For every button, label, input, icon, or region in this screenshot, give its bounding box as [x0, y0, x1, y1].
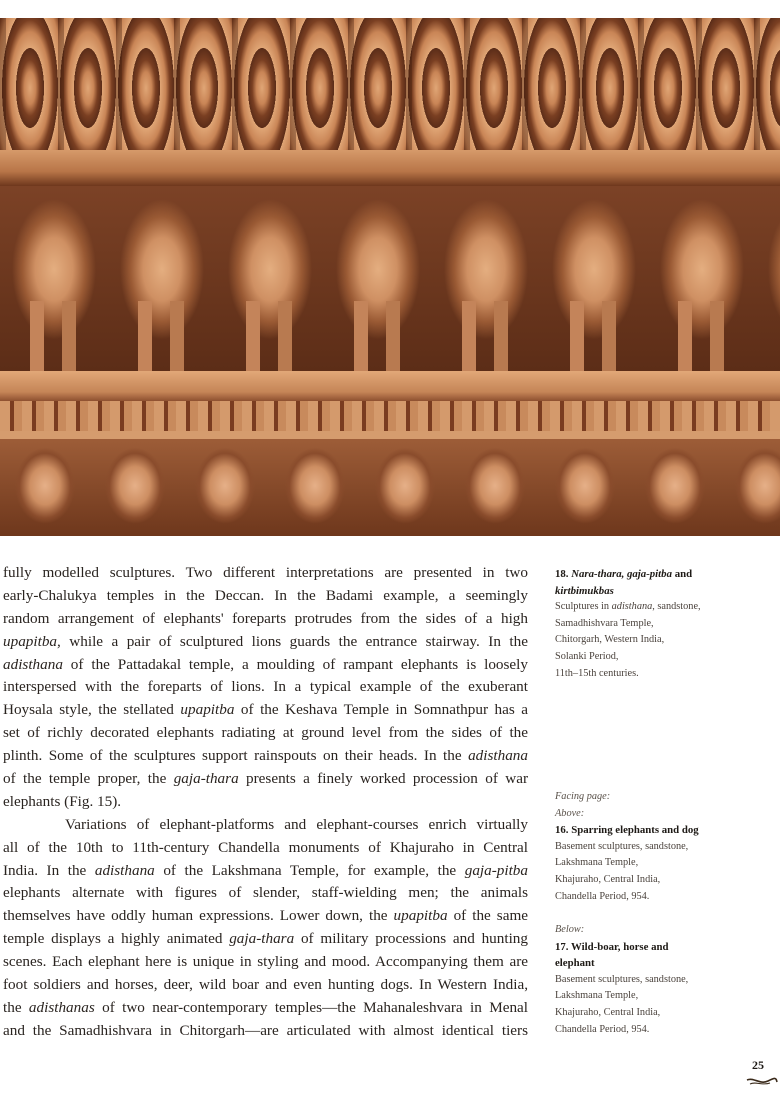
body-line — [3, 997, 528, 1020]
text-run: of the Pattadakal temple, a moulding of rampant elephants is loosely — [62, 655, 528, 673]
elephant-procession-frieze — [0, 186, 780, 371]
body-line — [3, 608, 528, 631]
italic-term: gaja-thara — [173, 770, 239, 788]
text-run: of the Lakshmana Temple, for example, the — [154, 861, 465, 879]
caption-fig17 — [555, 922, 775, 1038]
text-run: temple displays a highly animated — [3, 930, 230, 948]
caption-desc-italic: adisthana — [611, 601, 653, 613]
body-line — [3, 951, 528, 974]
text-run: of two near-contemporary temples—the Mahanaleshvara in Menal — [94, 998, 529, 1016]
text-run: of military processions and hunting — [294, 930, 528, 948]
body-line — [3, 814, 528, 837]
italic-term: gaja-thara — [229, 930, 295, 948]
ledge-band — [0, 371, 780, 401]
italic-term: gaja-pitba — [464, 861, 528, 879]
text-run: elephants (Fig. 15). — [3, 792, 122, 810]
text-run: presents a finely worked procession of war — [238, 770, 528, 788]
caption-line: Lakshmana Temple, — [555, 990, 639, 1002]
text-run: random arrangement of elephants' foreparts protrudes from the sides of a high — [3, 609, 528, 627]
body-line — [3, 837, 528, 860]
caption-title: 16. Sparring elephants and dog — [555, 824, 699, 837]
caption-title-line2: kirtbimukbas — [555, 584, 614, 597]
text-run: India. In the — [3, 861, 95, 879]
italic-term: adisthana — [468, 747, 528, 765]
caption-title-italic: Nara-thara, gaja-pitba — [571, 568, 672, 580]
text-run: , while a pair of sculptured lions guards the entrance stairway. In the — [57, 632, 528, 650]
flourish-ornament-icon — [746, 1076, 778, 1086]
text-run: the — [3, 998, 29, 1016]
dentil-band — [0, 401, 780, 431]
text-run: plinth. Some of the sculptures support rainspouts on their heads. In the — [3, 747, 469, 765]
body-text — [3, 562, 528, 1043]
body-line — [3, 631, 528, 654]
caption-line: Lakshmana Temple, — [555, 857, 639, 869]
body-line — [3, 768, 528, 791]
body-line — [3, 562, 528, 585]
above-label: Above: — [555, 807, 585, 819]
body-line — [3, 928, 528, 951]
caption-line: Samadhishvara Temple, — [555, 617, 654, 629]
text-run: Hoysala style, the stellated — [3, 701, 181, 719]
italic-term: adisthana — [3, 655, 63, 673]
caption-desc-suffix: , sandstone, — [652, 601, 701, 613]
caption-desc — [555, 599, 775, 616]
caption-line: Chandella Period, 954. — [555, 890, 650, 902]
body-line — [3, 860, 528, 883]
caption-fig18 — [555, 566, 775, 682]
caption-line: Khajuraho, Central India, — [555, 873, 661, 885]
caption-line: Chitorgarh, Western India, — [555, 634, 665, 646]
text-run: of the temple proper, the — [3, 770, 174, 788]
body-line — [3, 585, 528, 608]
italic-term: upapitba — [3, 632, 58, 650]
temple-sculpture-photo — [0, 18, 780, 536]
italic-term: adisthanas — [28, 998, 95, 1016]
text-run: all of the 10th to 11th-century Chandella monuments of Khajuraho in Central — [3, 838, 528, 856]
italic-term: upapitba — [180, 701, 235, 719]
body-line — [3, 1020, 528, 1043]
page-number: 25 — [752, 1058, 764, 1072]
figure-frieze — [0, 18, 780, 150]
text-run: interspersed with the foreparts of lions. In a typical example of the exuberant — [3, 678, 528, 696]
body-line — [3, 791, 528, 814]
caption-title — [555, 566, 775, 583]
text-run: early-Chalukya temples in the Deccan. In the Badami example, a seemingly — [3, 586, 528, 604]
text-run: fully modelled sculptures. Two different interpretations are presented in two — [3, 564, 528, 581]
body-line — [3, 974, 528, 997]
text-run: set of richly decorated elephants radiating at ground level from the sides of the — [3, 724, 528, 742]
caption-line: Chandella Period, 954. — [555, 1023, 650, 1035]
caption-fig16 — [555, 789, 775, 905]
text-run: themselves have oddly human expressions. Lower down, the — [3, 907, 394, 925]
caption-title-and: and — [674, 568, 693, 580]
body-line — [3, 722, 528, 745]
caption-line: 11th–15th centuries. — [555, 667, 639, 679]
below-label: Below: — [555, 924, 585, 935]
caption-line: Basement sculptures, sandstone, — [555, 973, 689, 985]
caption-desc-prefix: Sculptures in — [555, 601, 612, 613]
caption-title: 17. Wild-boar, horse and — [555, 940, 669, 953]
text-run: foot soldiers and horses, deer, wild boar and even hunting dogs. In Western India, — [3, 976, 528, 994]
caption-line: Khajuraho, Central India, — [555, 1006, 661, 1018]
caption-title-line2: elephant — [555, 957, 595, 970]
facing-page-label: Facing page: — [555, 791, 611, 802]
text-run: of the same — [447, 907, 528, 925]
body-line — [3, 699, 528, 722]
text-run: Variations of elephant-platforms and elephant-courses enrich virtually — [65, 815, 528, 833]
caption-line: Solanki Period, — [555, 650, 619, 662]
body-line — [3, 905, 528, 928]
text-run: of the Keshava Temple in Somnathpur has a — [234, 701, 528, 719]
body-line — [3, 882, 528, 905]
body-line — [3, 745, 528, 768]
kirtimukha-frieze — [0, 431, 780, 536]
caption-line: Basement sculptures, sandstone, — [555, 840, 689, 852]
text-run: and the Samadhishvara in Chitorgarh—are articulated with almost identical tiers — [3, 1021, 528, 1039]
body-line — [3, 654, 528, 677]
text-run: scenes. Each elephant here is unique in styling and mood. Accompanying them are — [3, 953, 528, 971]
body-line — [3, 676, 528, 699]
italic-term: adisthana — [94, 861, 155, 879]
caption-number: 18. — [555, 568, 569, 580]
text-run: elephants alternate with figures of slender, staff-wielding men; the animals — [3, 884, 528, 902]
moulding-band — [0, 150, 780, 186]
italic-term: upapitba — [393, 907, 448, 925]
